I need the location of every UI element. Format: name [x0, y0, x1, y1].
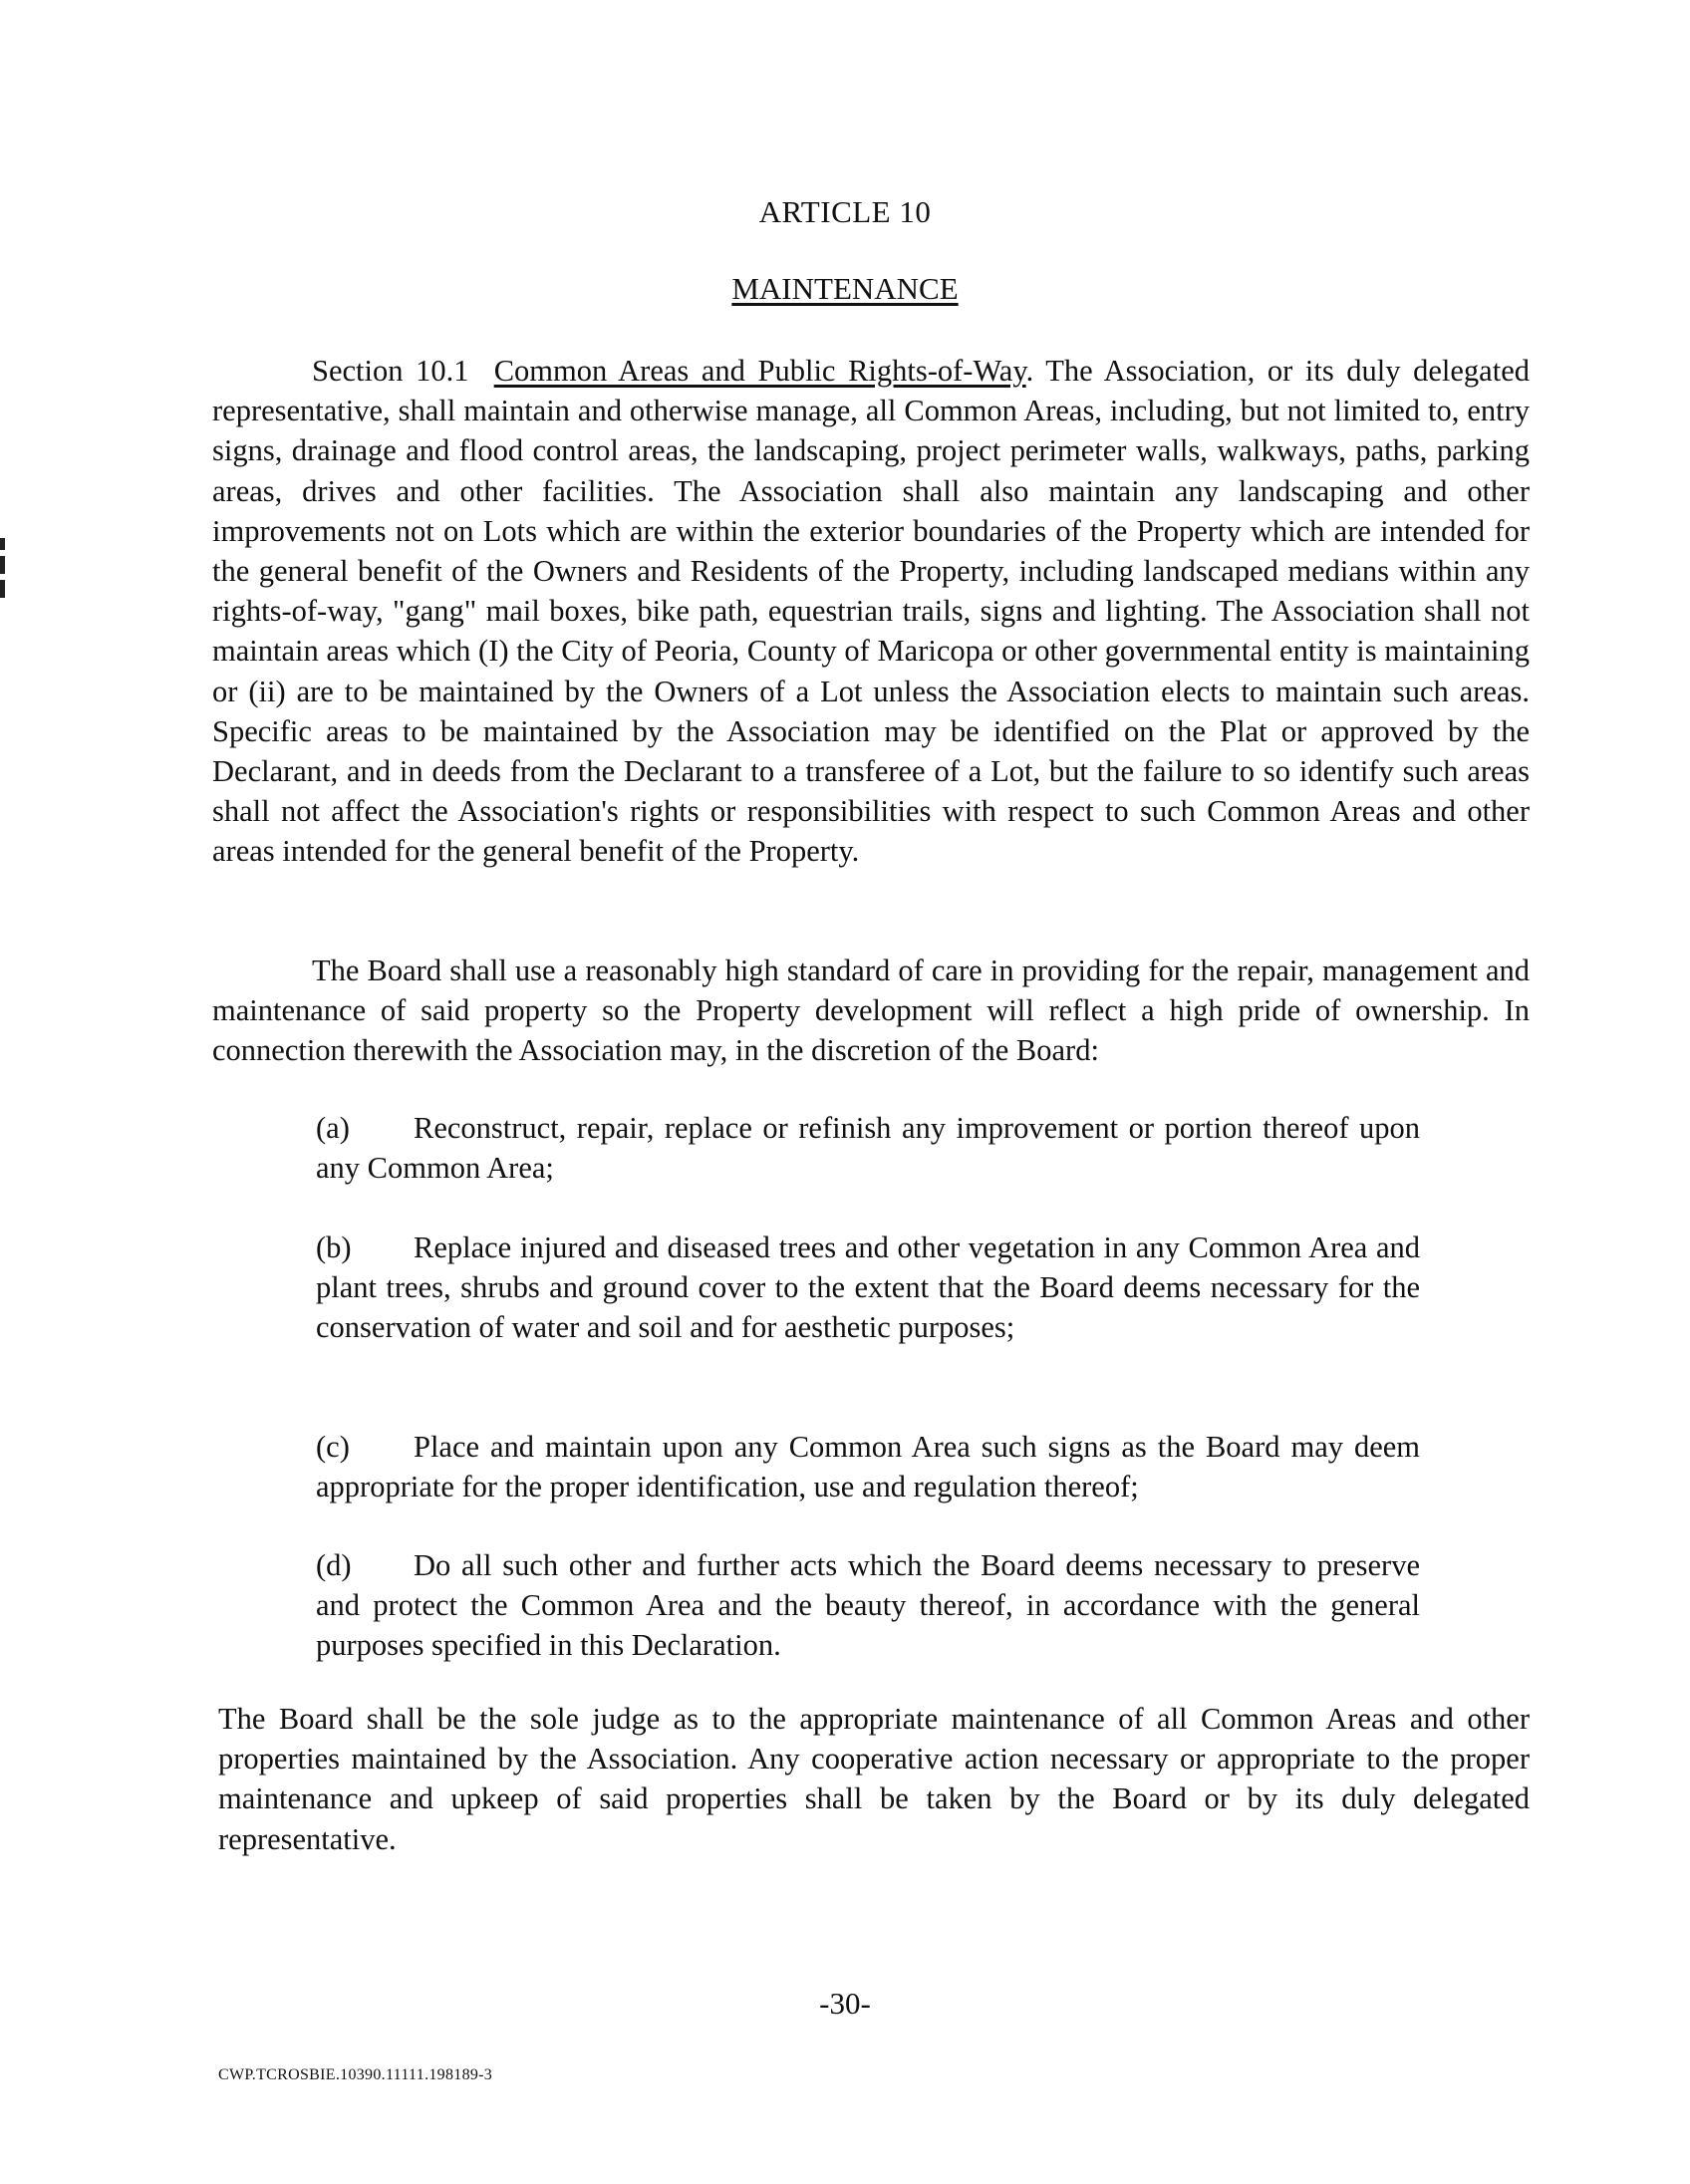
- list-item-marker: (c): [316, 1430, 350, 1464]
- list-item-c: [316, 1427, 1420, 1506]
- page-number: -30-: [819, 1986, 871, 2021]
- document-id: CWP.TCROSBIE.10390.11111.198189-3: [218, 2066, 493, 2083]
- section-10-1-paragraph: [212, 351, 1530, 872]
- article-heading: ARTICLE 10: [758, 194, 932, 229]
- article-title: MAINTENANCE: [731, 271, 959, 306]
- list-item-marker: (d): [316, 1548, 352, 1582]
- board-standard-paragraph: [212, 951, 1530, 1071]
- list-item-marker: (a): [316, 1111, 350, 1145]
- board-standard-text: The Board shall use a reasonably high standard of care in providing for the repair, management and maintenance of said property so the Property development will reflect a high pride of ownership. In connection therewith the Association may, in the discretion of the Board:: [212, 954, 1530, 1068]
- section-title: Common Areas and Public Rights-of-Way: [493, 354, 1026, 388]
- list-item-d: [316, 1545, 1420, 1666]
- section-text: . The Association, or its duly delegated representative, shall maintain and otherwise manage, all Common Areas, including, but not limited to, entry signs, drainage and flood control areas, the landscaping, project perimeter walls, walkways, paths, parking areas, drives and other facilities. The Association shall also maintain any landscaping and other improvements not on Lots which are within the exterior boundaries of the Property which are intended for the general benefit of the Owners and Residents of the Property, including landscaped medians within any rights-of-way, "gang" mail boxes, bike path, equestrian trails, signs and lighting. The Association shall not maintain areas which (I) the City of Peoria, County of Maricopa or other governmental entity is maintaining or (ii) are to be maintained by the Owners of a Lot unless the Association elects to maintain such areas. Specific areas to be maintained by the Association may be identified on the Plat or approved by the Declarant, and in deeds from the Declarant to a transferee of a Lot, but the failure to so identify such areas shall not affect the Association's rights or responsibilities with respect to such Common Areas and other areas intended for the general benefit of the Property.: [212, 354, 1530, 869]
- list-item-text: Do all such other and further acts which the Board deems necessary to preserve and protect the Common Area and the beauty thereof, in accordance with the general purposes specified in this Declaration.: [316, 1548, 1420, 1663]
- list-item-a: [316, 1108, 1420, 1188]
- list-item-b: [316, 1228, 1420, 1348]
- scan-edge-mark: [0, 538, 5, 598]
- section-number: Section 10.1: [312, 354, 469, 388]
- list-item-text: Place and maintain upon any Common Area such signs as the Board may deem appropriate for the proper identification, use and regulation thereof;: [316, 1430, 1420, 1504]
- list-item-text: Replace injured and diseased trees and other vegetation in any Common Area and plant trees, shrubs and ground cover to the extent that the Board deems necessary for the conservation of water and soil and for aesthetic purposes;: [316, 1230, 1420, 1345]
- list-item-text: Reconstruct, repair, replace or refinish any improvement or portion thereof upon any Common Area;: [316, 1111, 1420, 1186]
- list-item-marker: (b): [316, 1230, 352, 1264]
- closing-paragraph: The Board shall be the sole judge as to the appropriate maintenance of all Common Areas and other properties maintained by the Association. Any cooperative action necessary or appropriate to the proper maintenance and upkeep of said properties shall be taken by the Board or by its duly delegated representative.: [218, 1702, 1530, 1856]
